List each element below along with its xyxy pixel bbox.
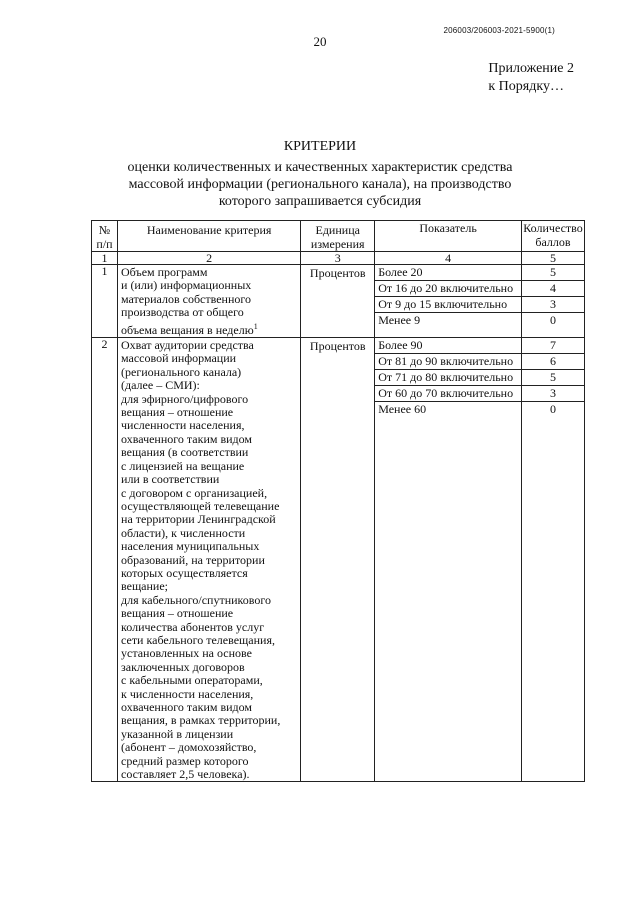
appendix-reference <box>488 60 574 96</box>
header-indicator: Показатель <box>375 221 522 252</box>
table-row <box>92 265 585 338</box>
appendix-line-2: к Порядку… <box>488 79 564 94</box>
points-cell <box>521 338 584 782</box>
document-id: 206003/206003-2021-5900(1) <box>443 26 555 35</box>
unit-cell: Процентов <box>301 265 375 338</box>
unit-cell: Процентов <box>301 338 375 782</box>
title-block <box>0 139 640 210</box>
criterion-text: Объем программ и (или) информационных материалов собственного производства от общего объема вещания в неделю <box>121 265 254 337</box>
indicator-item: От 60 до 70 включительно <box>375 386 521 402</box>
indicator-item: Менее 9 <box>378 313 421 327</box>
column-number: 1 <box>92 252 118 265</box>
subtitle-line-1: оценки количественных и качественных характеристик средства <box>127 160 513 175</box>
table-row <box>92 338 585 782</box>
document-title: КРИТЕРИИ <box>283 139 357 154</box>
table-header-row <box>92 221 585 252</box>
column-number: 5 <box>521 252 584 265</box>
criterion-cell <box>118 265 301 338</box>
row-number: 2 <box>92 338 118 782</box>
points-item: 3 <box>522 386 584 402</box>
criterion-cell: Охват аудитории средства массовой информации (регионального канала) (далее – СМИ): для эфирного/цифрового вещания – отношение численности населения, охваченного таким видом вещания (в соответствии с лицензией на вещание или в соответствии с договором с организацией, осуществляющей телевещание на территории Ленинградской области), к численности населения муниципальных образований, на территории которых осуществляется вещание; для кабельного/спутникового вещания – отношение количества абонентов услуг сети кабельного телевещания, установленных на основе заключенных договоров с кабельными операторами, к численности населения, охваченного таким видом вещания, в рамках территории, указанной в лицензии (абонент – домохозяйство, средний размер которого составляет 2,5 человека). <box>118 338 301 782</box>
column-numbers-row <box>92 252 585 265</box>
indicator-item: Более 20 <box>375 265 521 281</box>
subtitle-line-2: массовой информации (регионального канала), на производство <box>128 177 512 192</box>
page-number: 20 <box>313 34 327 49</box>
points-item: 4 <box>522 281 584 297</box>
column-number: 3 <box>301 252 375 265</box>
indicator-cell <box>375 265 522 338</box>
points-item: 0 <box>549 313 556 327</box>
appendix-line-1: Приложение 2 <box>488 61 574 76</box>
header-number: № п/п <box>92 221 118 252</box>
indicator-item: От 9 до 15 включительно <box>375 297 521 313</box>
indicator-item: Более 90 <box>375 338 521 354</box>
points-item: 5 <box>522 370 584 386</box>
indicator-cell <box>375 338 522 782</box>
footnote-marker: 1 <box>253 321 258 331</box>
row-number: 1 <box>92 265 118 338</box>
points-item: 7 <box>522 338 584 354</box>
header-criterion: Наименование критерия <box>118 221 301 252</box>
points-item: 6 <box>522 354 584 370</box>
header-unit: Единица измерения <box>301 221 375 252</box>
indicator-item: Менее 60 <box>378 402 427 417</box>
indicator-item: От 16 до 20 включительно <box>375 281 521 297</box>
points-item: 5 <box>522 265 584 281</box>
column-number: 4 <box>375 252 522 265</box>
subtitle-line-3: которого запрашивается субсидия <box>218 194 422 209</box>
criteria-table <box>91 220 585 782</box>
points-item: 3 <box>522 297 584 313</box>
indicator-item: От 71 до 80 включительно <box>375 370 521 386</box>
points-item: 0 <box>549 402 556 417</box>
column-number: 2 <box>118 252 301 265</box>
points-cell <box>521 265 584 338</box>
indicator-item: От 81 до 90 включительно <box>375 354 521 370</box>
header-points: Количество баллов <box>521 221 584 252</box>
